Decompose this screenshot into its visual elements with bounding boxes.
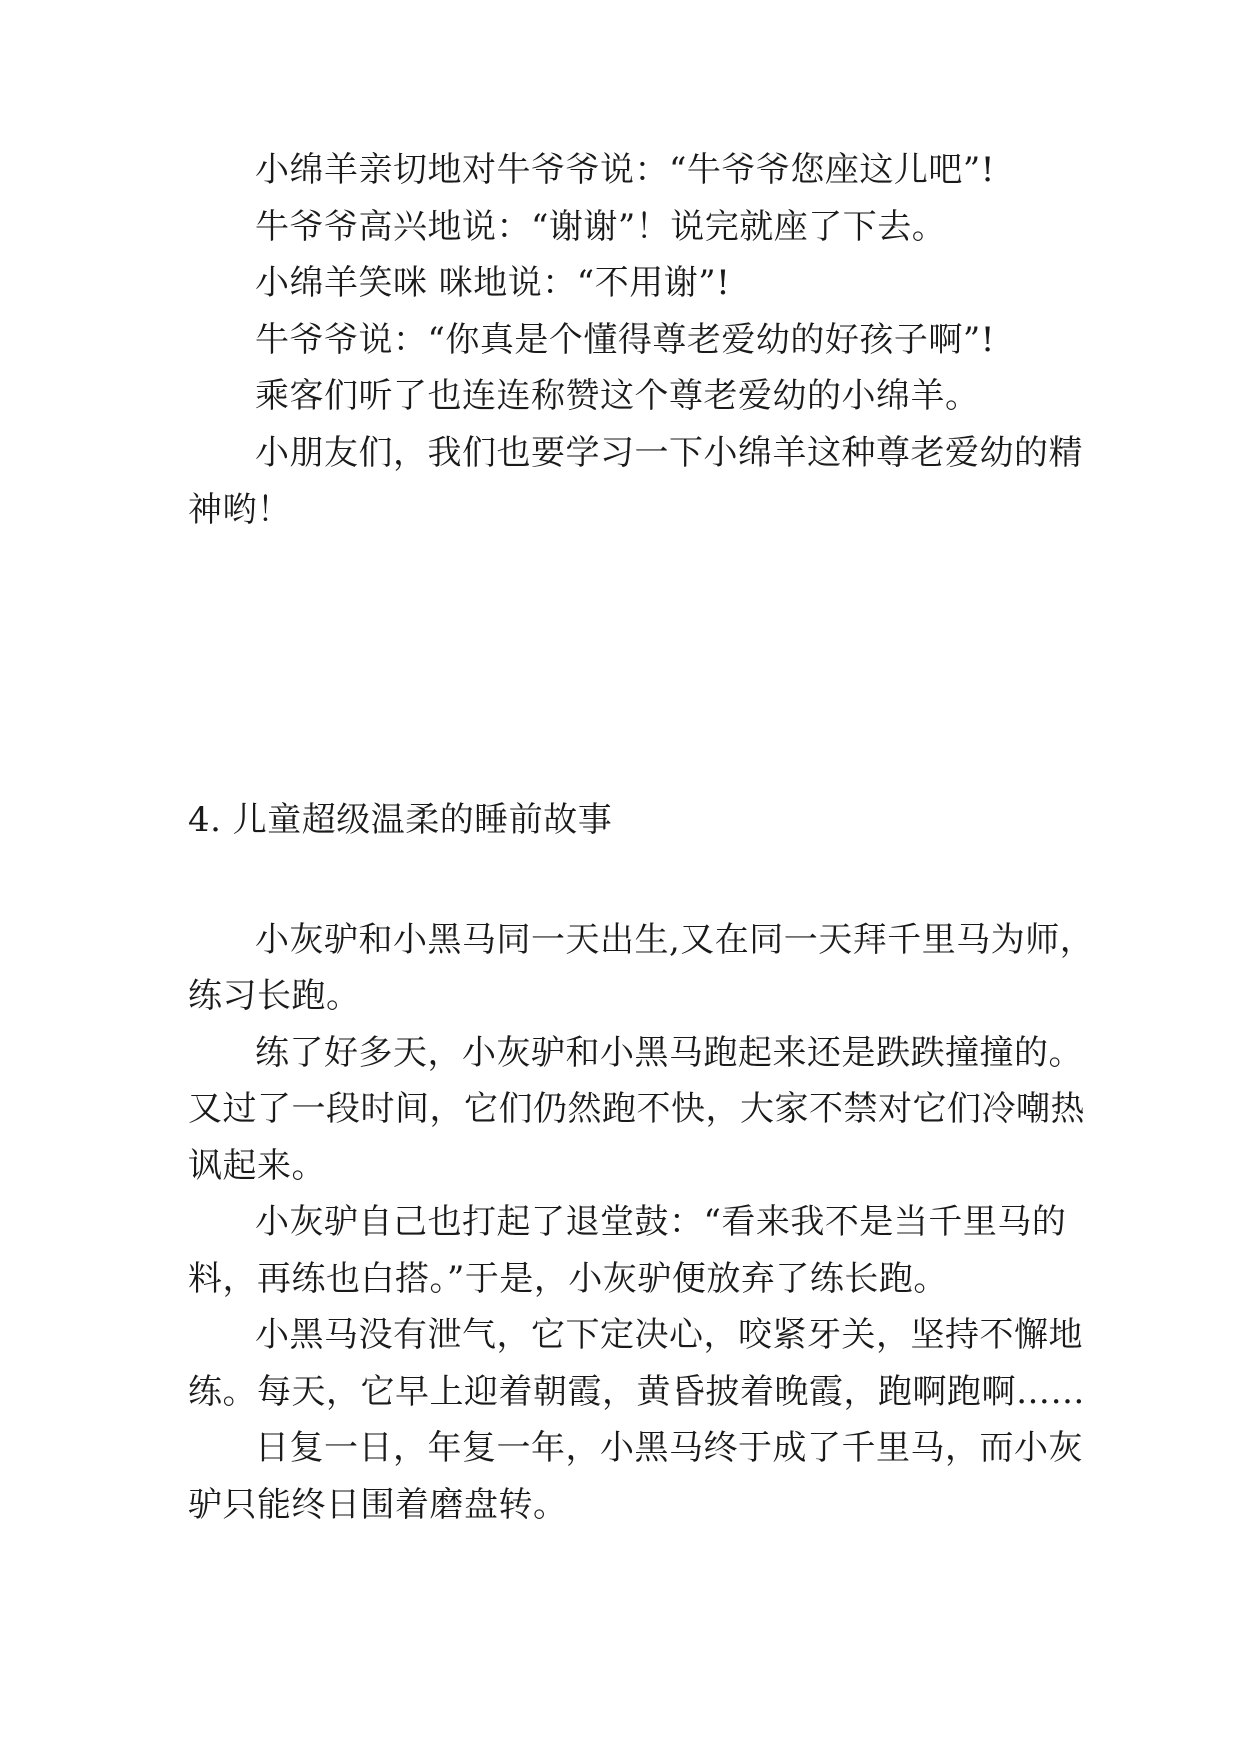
- paragraph-line: 小朋友们，我们也要学习一下小绵羊这种尊老爱幼的精: [255, 433, 1083, 473]
- paragraph-line: 练习长跑。: [188, 976, 361, 1016]
- paragraph-line: 牛爷爷高兴地说：“谢谢”！说完就座了下去。: [255, 207, 947, 247]
- paragraph-line: 日复一日，年复一年，小黑马终于成了千里马，而小灰: [255, 1428, 1083, 1468]
- paragraph-line: 小绵羊笑咪 咪地说：“不用谢”!: [255, 263, 731, 303]
- paragraph-line: 料，再练也白搭。”于是，小灰驴便放弃了练长跑。: [188, 1259, 948, 1299]
- paragraph-line: 小黑马没有泄气，它下定决心，咬紧牙关，坚持不懈地: [255, 1315, 1083, 1355]
- section-heading: 4. 儿童超级温柔的睡前故事: [188, 800, 613, 840]
- paragraph-line: 驴只能终日围着磨盘转。: [188, 1485, 568, 1525]
- paragraph-line: 练。每天，它早上迎着朝霞，黄昏披着晚霞，跑啊跑啊……: [188, 1372, 1085, 1412]
- paragraph-line: 讽起来。: [188, 1146, 326, 1186]
- paragraph-line: 小灰驴和小黑马同一天出生,又在同一天拜千里马为师，: [255, 920, 1095, 960]
- paragraph-line: 乘客们听了也连连称赞这个尊老爱幼的小绵羊。: [255, 376, 980, 416]
- paragraph-line: 牛爷爷说：“你真是个懂得尊老爱幼的好孩子啊”!: [255, 320, 995, 360]
- paragraph-line: 小绵羊亲切地对牛爷爷说：“牛爷爷您座这儿吧”!: [255, 150, 995, 190]
- paragraph-line: 练了好多天，小灰驴和小黑马跑起来还是跌跌撞撞的。: [255, 1033, 1083, 1073]
- paragraph-line: 小灰驴自己也打起了退堂鼓：“看来我不是当千里马的: [255, 1202, 1067, 1242]
- paragraph-line: 又过了一段时间，它们仍然跑不快，大家不禁对它们冷嘲热: [188, 1089, 1085, 1129]
- paragraph-line: 神哟！: [188, 490, 292, 530]
